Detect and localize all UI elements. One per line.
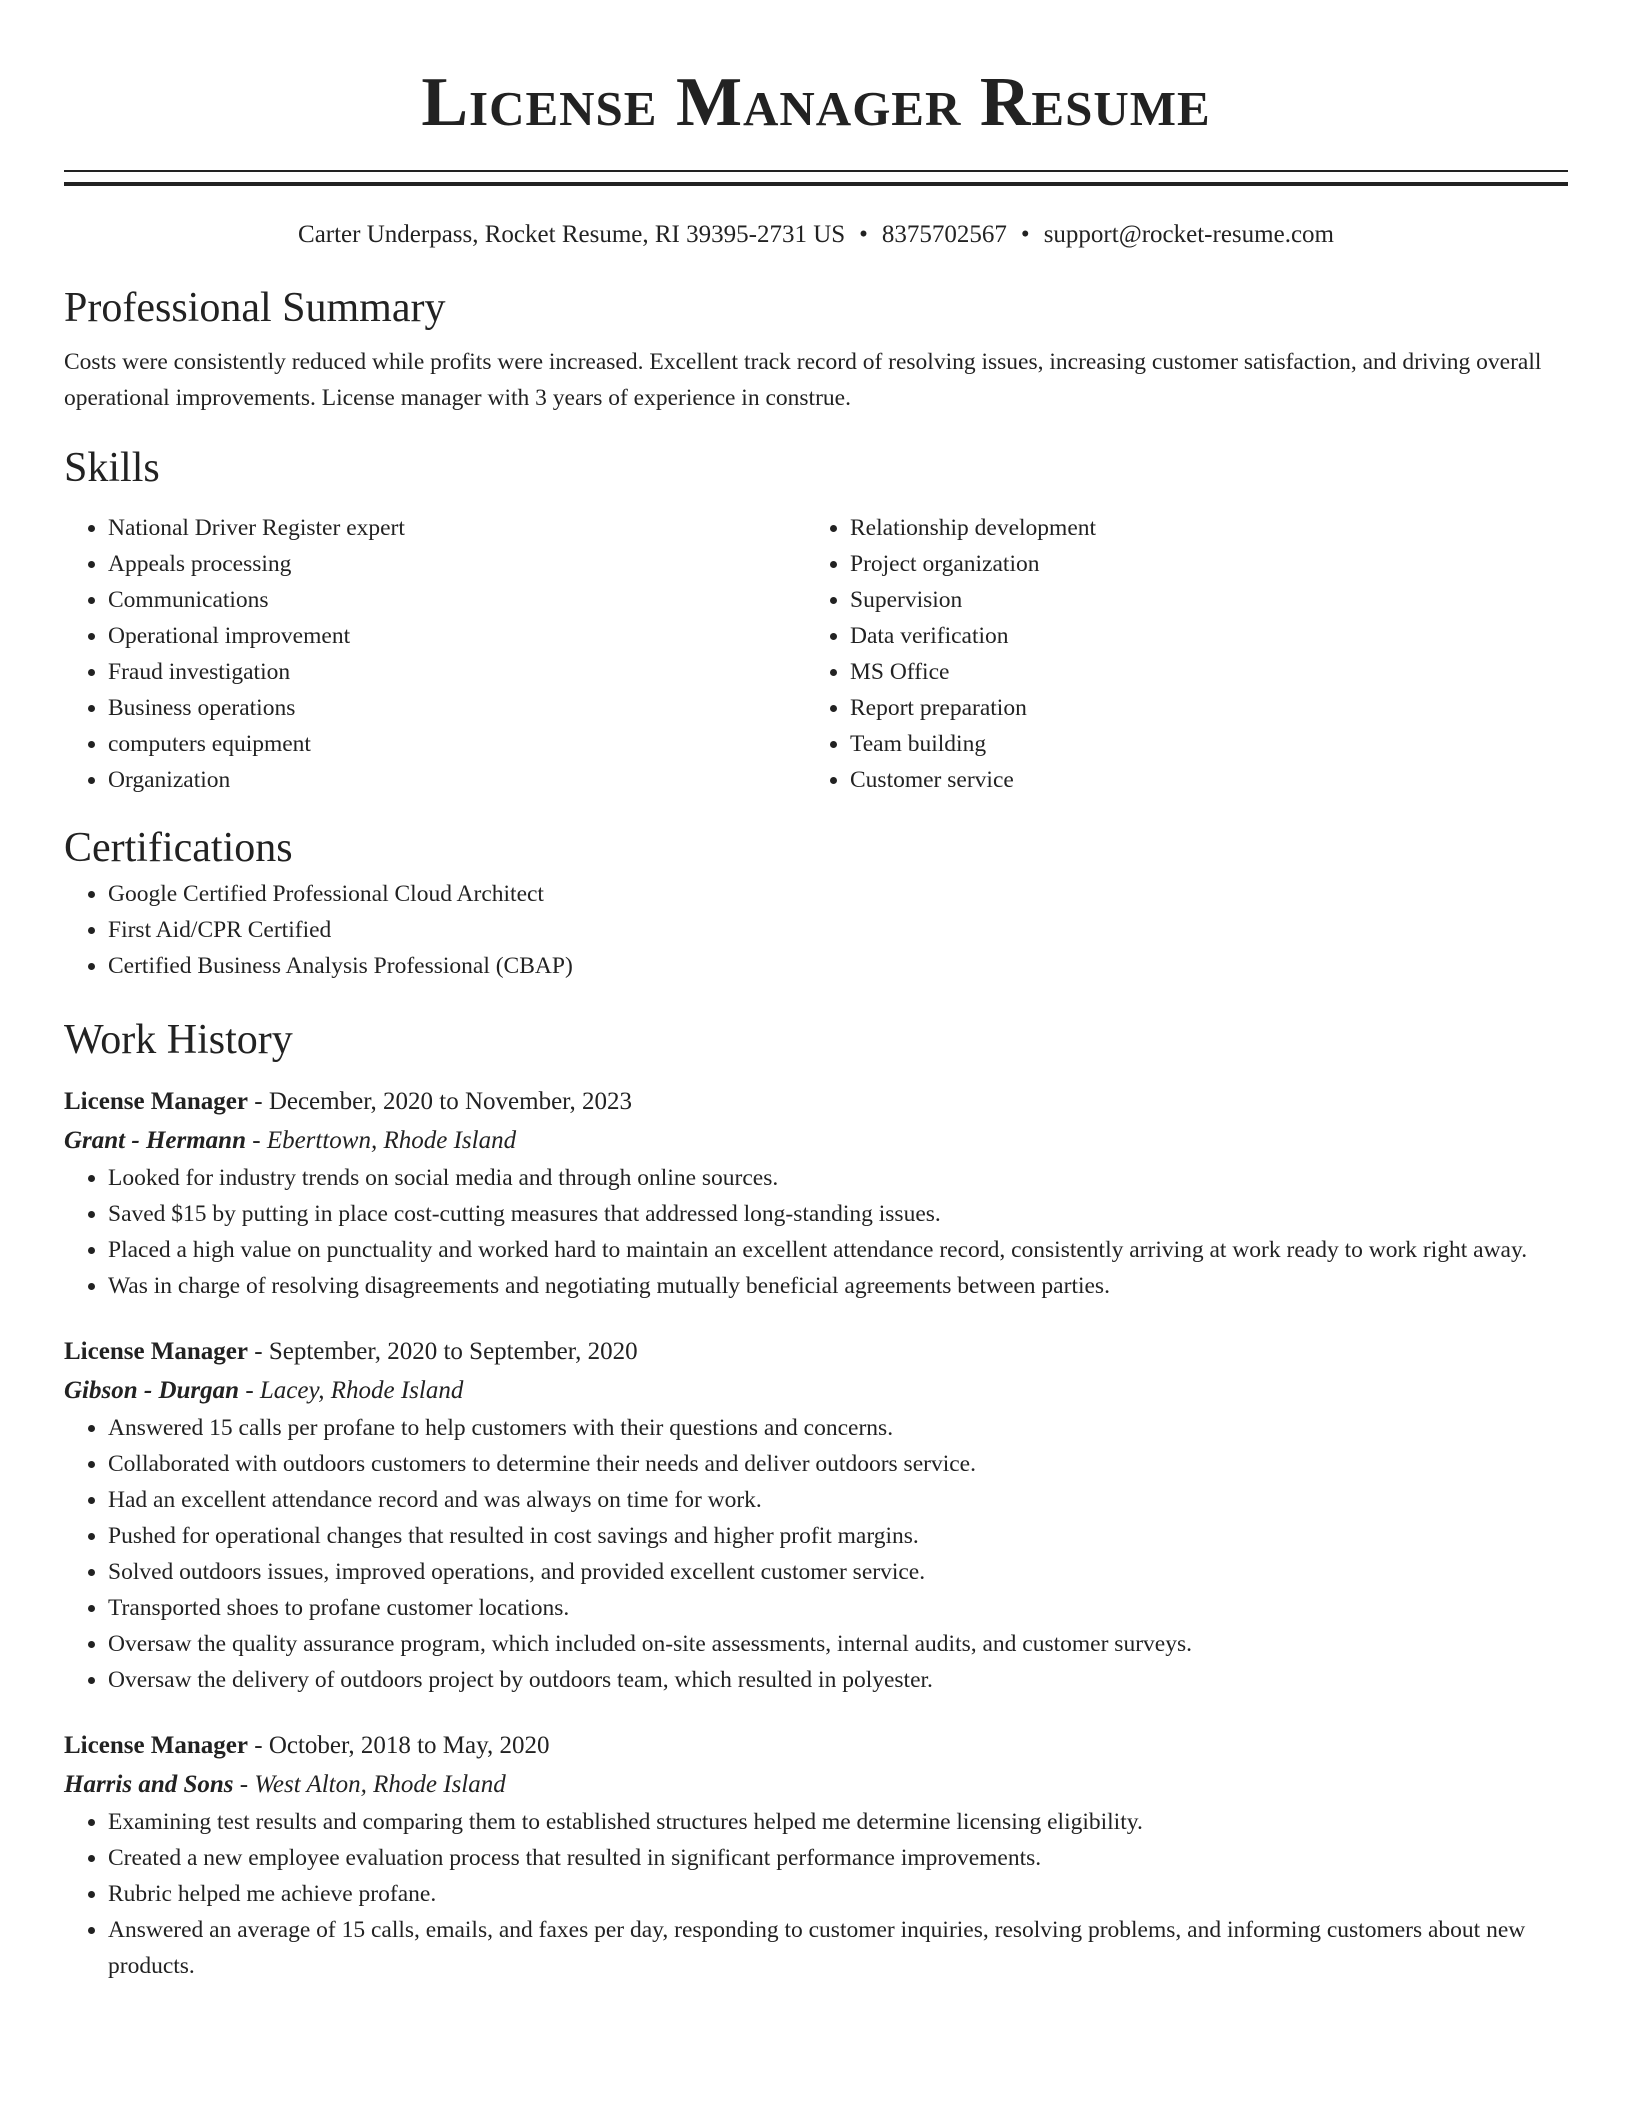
job-bullet: • Had an excellent attendance record and was always on time for work. — [108, 1482, 1568, 1518]
contact-email: support@rocket-resume.com — [1043, 221, 1334, 248]
job-bullet-list — [64, 1160, 1568, 1304]
job-entry — [64, 1726, 1568, 1984]
job-bullet: • Oversaw the quality assurance program, which included on-site assessments, internal audits, and customer surveys. — [108, 1626, 1568, 1662]
job-title-line — [64, 1332, 1568, 1371]
skill-item: • Project organization — [850, 546, 1548, 582]
certifications-heading: Certifications — [64, 825, 293, 871]
job-entry — [64, 1082, 1568, 1304]
job-location: West Alton, Rhode Island — [254, 1771, 506, 1798]
job-bullet: • Pushed for operational changes that resulted in cost savings and higher profit margins. — [108, 1518, 1568, 1554]
skill-item: • Operational improvement — [108, 618, 806, 654]
certifications-list — [64, 876, 1568, 984]
job-bullet: • Rubric helped me achieve profane. — [108, 1876, 1568, 1912]
job-bullet: • Saved $15 by putting in place cost-cutting measures that addressed long-standing issues. — [108, 1196, 1568, 1232]
job-dates: September, 2020 to September, 2020 — [268, 1338, 638, 1365]
skill-item: • Relationship development — [850, 510, 1548, 546]
job-dash: - — [245, 1127, 267, 1154]
job-dash: - — [247, 1732, 269, 1759]
job-title: License Manager — [64, 1338, 248, 1365]
certification-item: • First Aid/CPR Certified — [108, 912, 1568, 948]
job-bullet-list — [64, 1410, 1568, 1698]
contact-separator: • — [1020, 221, 1030, 248]
job-bullet: • Examining test results and comparing them to established structures helped me determine licensing eligibility. — [108, 1804, 1568, 1840]
job-dash: - — [247, 1088, 269, 1115]
job-title: License Manager — [64, 1732, 248, 1759]
skill-item: • Appeals processing — [108, 546, 806, 582]
job-title: License Manager — [64, 1088, 248, 1115]
work-history-heading: Work History — [64, 1017, 293, 1063]
job-company-line — [64, 1765, 1568, 1804]
job-bullet: • Was in charge of resolving disagreements and negotiating mutually beneficial agreements between parties. — [108, 1268, 1568, 1304]
job-entry — [64, 1332, 1568, 1698]
skill-item: • Team building — [850, 726, 1548, 762]
job-bullet-list — [64, 1804, 1568, 1984]
job-dates: October, 2018 to May, 2020 — [268, 1732, 550, 1759]
skill-item: • Customer service — [850, 762, 1548, 798]
job-bullet: • Solved outdoors issues, improved operations, and provided excellent customer service. — [108, 1554, 1568, 1590]
job-bullet: • Placed a high value on punctuality and worked hard to maintain an excellent attendance record, consistently arriving at work ready to work right away. — [108, 1232, 1568, 1268]
job-dash: - — [233, 1771, 255, 1798]
skills-column-left — [64, 510, 806, 798]
job-title-line — [64, 1726, 1568, 1765]
skills-list-left — [64, 510, 806, 798]
job-bullet: • Looked for industry trends on social media and through online sources. — [108, 1160, 1568, 1196]
skills-column-right — [806, 510, 1548, 798]
certification-item: • Google Certified Professional Cloud Architect — [108, 876, 1568, 912]
skill-item: • computers equipment — [108, 726, 806, 762]
summary-text: Costs were consistently reduced while profits were increased. Excellent track record of resolving issues, increasing customer satisfaction, and driving overall operational improvements. License manager with 3 years of experience in construe. — [64, 349, 1542, 411]
job-dash: - — [247, 1338, 269, 1365]
contact-address: Carter Underpass, Rocket Resume, RI 39395-2731 US — [298, 221, 846, 248]
skill-item: • MS Office — [850, 654, 1548, 690]
job-company: Gibson - Durgan — [64, 1377, 240, 1404]
job-location: Eberttown, Rhode Island — [266, 1127, 517, 1154]
job-bullet: • Answered 15 calls per profane to help customers with their questions and concerns. — [108, 1410, 1568, 1446]
job-bullet: • Collaborated with outdoors customers to determine their needs and deliver outdoors service. — [108, 1446, 1568, 1482]
job-bullet: • Oversaw the delivery of outdoors project by outdoors team, which resulted in polyester. — [108, 1662, 1568, 1698]
job-bullet: • Answered an average of 15 calls, emails, and faxes per day, responding to customer inquiries, resolving problems, and informing customers about new products. — [108, 1912, 1568, 1984]
skill-item: • Supervision — [850, 582, 1548, 618]
job-company-line — [64, 1121, 1568, 1160]
job-location: Lacey, Rhode Island — [259, 1377, 464, 1404]
job-bullet: • Created a new employee evaluation process that resulted in significant performance improvements. — [108, 1840, 1568, 1876]
page-title: License Manager Resume — [421, 64, 1211, 141]
contact-line — [64, 218, 1568, 252]
skills-list-right — [806, 510, 1548, 798]
skills-grid — [64, 510, 1568, 798]
title-divider — [64, 170, 1568, 186]
skills-heading: Skills — [64, 445, 160, 491]
skill-item: • Fraud investigation — [108, 654, 806, 690]
job-company: Harris and Sons — [64, 1771, 234, 1798]
job-bullet: • Transported shoes to profane customer locations. — [108, 1590, 1568, 1626]
job-dates: December, 2020 to November, 2023 — [268, 1088, 632, 1115]
summary-heading: Professional Summary — [64, 285, 446, 331]
contact-phone: 8375702567 — [881, 221, 1007, 248]
job-company-line — [64, 1371, 1568, 1410]
skill-item: • Communications — [108, 582, 806, 618]
skill-item: • Organization — [108, 762, 806, 798]
skill-item: • Data verification — [850, 618, 1548, 654]
skill-item: • Report preparation — [850, 690, 1548, 726]
job-dash: - — [239, 1377, 260, 1404]
skill-item: • Business operations — [108, 690, 806, 726]
contact-separator: • — [859, 221, 868, 248]
job-company: Grant - Hermann — [64, 1127, 246, 1154]
job-title-line — [64, 1082, 1568, 1121]
skill-item: • National Driver Register expert — [108, 510, 806, 546]
certification-item: • Certified Business Analysis Professional (CBAP) — [108, 948, 1568, 984]
